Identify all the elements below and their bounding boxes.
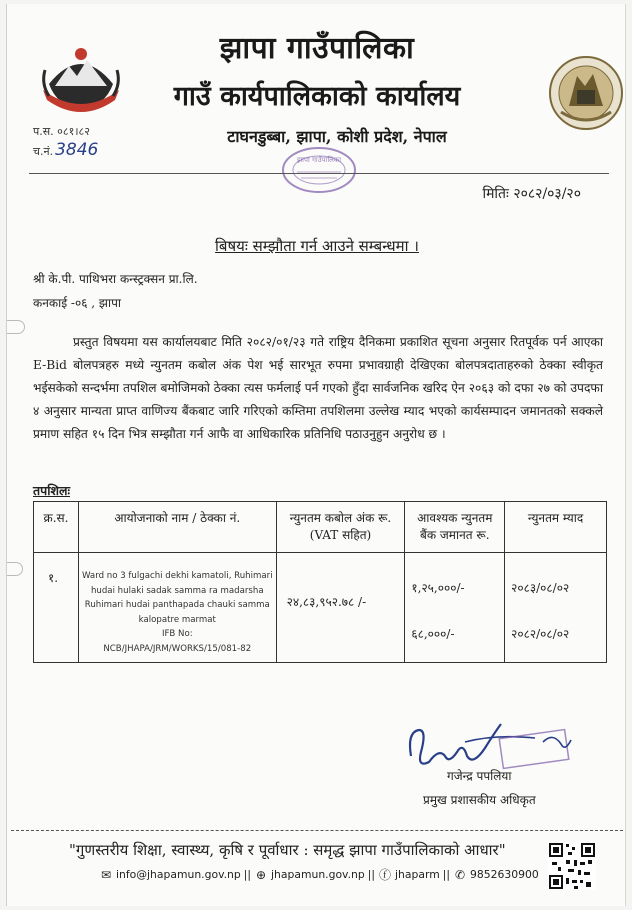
separator: ||: [367, 868, 376, 881]
email-icon: ✉: [100, 867, 112, 882]
cell-project: [78, 553, 276, 663]
cell-amount: २४,८३,९५२.७८ /-: [276, 553, 405, 663]
signatory-title: प्रमुख प्रशासकीय अधिकृत: [423, 793, 536, 807]
col-header-project: आयोजनाको नाम / ठेक्का नं.: [78, 502, 276, 553]
col-header-bank-guarantee: आवश्यक न्युनतम बैंक जमानत रू.: [405, 502, 505, 553]
stamp-text: झापा गाउँपालिका: [296, 156, 342, 164]
footer-motto: "गुणस्तरीय शिक्षा, स्वास्थ्य, कृषि र पूर्वाधार : समृद्ध झापा गाउँपालिकाको आधार": [69, 841, 506, 859]
header-divider: [29, 173, 609, 174]
separator: ||: [243, 868, 252, 881]
binder-hole-mark: [7, 562, 23, 576]
deadline-2: २०८२/०८/०२: [511, 627, 570, 641]
footer-phone[interactable]: 9852630900: [470, 868, 539, 881]
deadline-1: २०८३/०८/०२: [511, 581, 570, 595]
signatory-name: गजेन्द्र पपलिया: [447, 769, 512, 783]
table-row: [34, 553, 607, 663]
bank-guarantee-1: १,२५,०००/-: [411, 581, 465, 595]
office-address: टाघनडुब्बा, झापा, कोशी प्रदेश, नेपाल: [227, 127, 447, 146]
col-header-amount: न्युनतम कबोल अंक रू. (VAT सहित): [276, 502, 405, 553]
office-name: गाउँ कार्यपालिकाको कार्यालय: [173, 81, 461, 112]
phone-icon: ✆: [454, 867, 466, 882]
details-heading: तपशिलः: [33, 483, 70, 498]
table-header-row: [34, 502, 607, 553]
facebook-icon: ⓕ: [379, 868, 392, 882]
letter-date: मितिः २०८२/०३/२०: [482, 186, 581, 202]
cell-deadline: [505, 553, 607, 663]
ifb-number: NCB/JHAPA/JRM/WORKS/15/081-82: [103, 643, 252, 654]
letter-subject: बिषयः सम्झौता गर्न आउने सम्बन्धमा ।: [215, 237, 419, 255]
col-header-sn: क्र.स.: [34, 502, 79, 553]
footer-facebook[interactable]: jhaparm: [395, 868, 440, 881]
dispatch-number-handwritten: 3846: [55, 140, 99, 160]
recipient-name: श्री के.पी. पाथिभरा कन्स्ट्रक्सन प्रा.लि.: [33, 272, 198, 286]
recipient-address: कनकाई -०६ , झापा: [33, 296, 121, 310]
cell-sn: १.: [34, 553, 79, 663]
footer-email[interactable]: info@jhapamun.gov.np: [116, 868, 241, 881]
qr-code-icon[interactable]: [548, 842, 596, 890]
cell-bank-guarantee: [405, 553, 505, 663]
office-stamp-icon: [279, 144, 359, 196]
municipality-name: झापा गाउँपालिका: [219, 31, 415, 66]
project-name: Ward no 3 fulgachi dekhi kamatoli, Ruhimari hudai hulaki sadak samma ra madarsha Ruhimari hudai panthapada chauki samma kalopatre marmat: [81, 571, 273, 625]
separator: ||: [442, 868, 450, 881]
footer-contacts: [99, 866, 539, 883]
footer-divider: [11, 830, 623, 831]
bank-guarantee-2: ६८,०००/-: [411, 627, 455, 641]
binder-hole-mark: [7, 320, 25, 334]
globe-icon: ⊕: [256, 867, 267, 882]
letter-body: प्रस्तुत विषयमा यस कार्यालयबाट मिति २०८२/०१/२३ गते राष्ट्रिय दैनिकमा प्रकाशित सूचना अनुसार रितपूर्वक पर्न आएका E-Bid बोलपत्रहरु मध्ये न्युनतम कबोल अंक पेश भई सारभूत रुपमा प्रभावग्राही देखिएका बोलपत्रदाताहरुको ठेक्का स्वीकृत भईसकेको सन्दर्भमा तपशिल बमोजिमको ठेक्का त्यस फर्मलाई पर्न गएको हुँदा सार्वजनिक खरिद ऐन २०६३ को दफा २७ को उपदफा ४ अनुसार मान्यता प्राप्त वाणिज्य बैंकबाट जारि गरिएको कम्तिमा तपशिलमा उल्लेख म्याद भएको कार्यसम्पादन जमानतको सक्कले प्रमाण सहित १५ दिन भित्र सम्झौता गर्न आफै वा आधिकारिक प्रतिनिधि पठाउनुहुन अनुरोध छ ।: [33, 335, 603, 441]
footer-website[interactable]: jhapamun.gov.np: [271, 868, 365, 881]
dispatch-number: [33, 140, 98, 160]
letter-page: [6, 4, 626, 906]
dispatch-label: च.नं.: [33, 145, 54, 158]
ifb-label: IFB No:: [161, 629, 193, 639]
contract-details-table: [33, 501, 607, 663]
letter-number: प.स. ०८१।८२: [33, 125, 90, 138]
col-header-deadline: न्युनतम म्याद: [505, 502, 607, 553]
